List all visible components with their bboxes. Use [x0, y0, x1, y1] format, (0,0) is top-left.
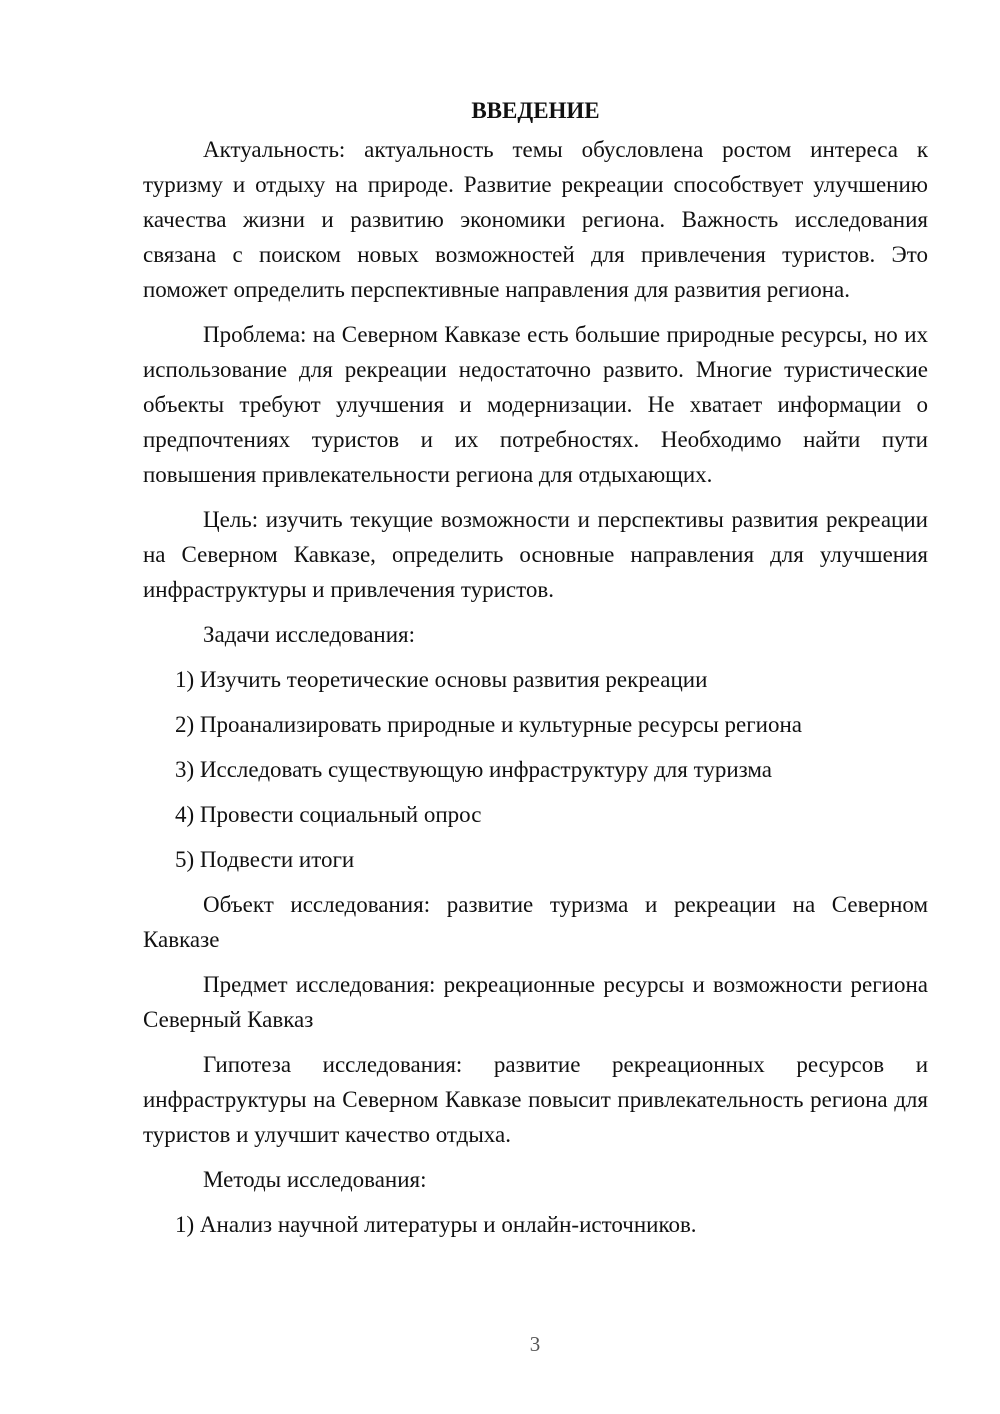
list-item: 1) Изучить теоретические основы развития рекреации	[175, 667, 708, 692]
page-content	[143, 93, 928, 1252]
page-number: 3	[529, 1332, 541, 1356]
list-item: 1) Анализ научной литературы и онлайн-источников.	[175, 1212, 697, 1237]
list-item: 3) Исследовать существующую инфраструктуру для туризма	[175, 757, 773, 782]
problem-paragraph: Проблема: на Северном Кавказе есть большие природные ресурсы, но их использование для рекреации недостаточно развито. Многие туристические объекты требуют улучшения и модернизации. Не хватает информации о предпочтениях туристов и их потребностях. Необходимо найти пути повышения привлекательности региона для отдыхающих.	[143, 322, 928, 487]
object-paragraph: Объект исследования: развитие туризма и рекреации на Северном Кавказе	[143, 892, 928, 952]
list-item: 4) Провести социальный опрос	[175, 802, 482, 827]
methods-list	[143, 1207, 928, 1242]
section-heading: ВВЕДЕНИЕ	[471, 98, 600, 123]
goal-paragraph: Цель: изучить текущие возможности и перспективы развития рекреации на Северном Кавказе, определить основные направления для улучшения инфраструктуры и привлечения туристов.	[143, 507, 928, 602]
list-item: 2) Проанализировать природные и культурные ресурсы региона	[175, 712, 802, 737]
relevance-paragraph: Актуальность: актуальность темы обусловлена ростом интереса к туризму и отдыху на природе. Развитие рекреации способствует улучшению качества жизни и развитию экономики региона. Важность исследования связана с поиском новых возможностей для привлечения туристов. Это поможет определить перспективные направления для развития региона.	[143, 137, 928, 302]
subject-paragraph: Предмет исследования: рекреационные ресурсы и возможности региона Северный Кавказ	[143, 972, 928, 1032]
methods-label: Методы исследования:	[203, 1167, 427, 1192]
tasks-list	[143, 662, 928, 877]
hypothesis-paragraph: Гипотеза исследования: развитие рекреационных ресурсов и инфраструктуры на Северном Кавказе повысит привлекательность региона для туристов и улучшит качество отдыха.	[143, 1052, 928, 1147]
list-item: 5) Подвести итоги	[175, 847, 355, 872]
tasks-label: Задачи исследования:	[203, 622, 416, 647]
